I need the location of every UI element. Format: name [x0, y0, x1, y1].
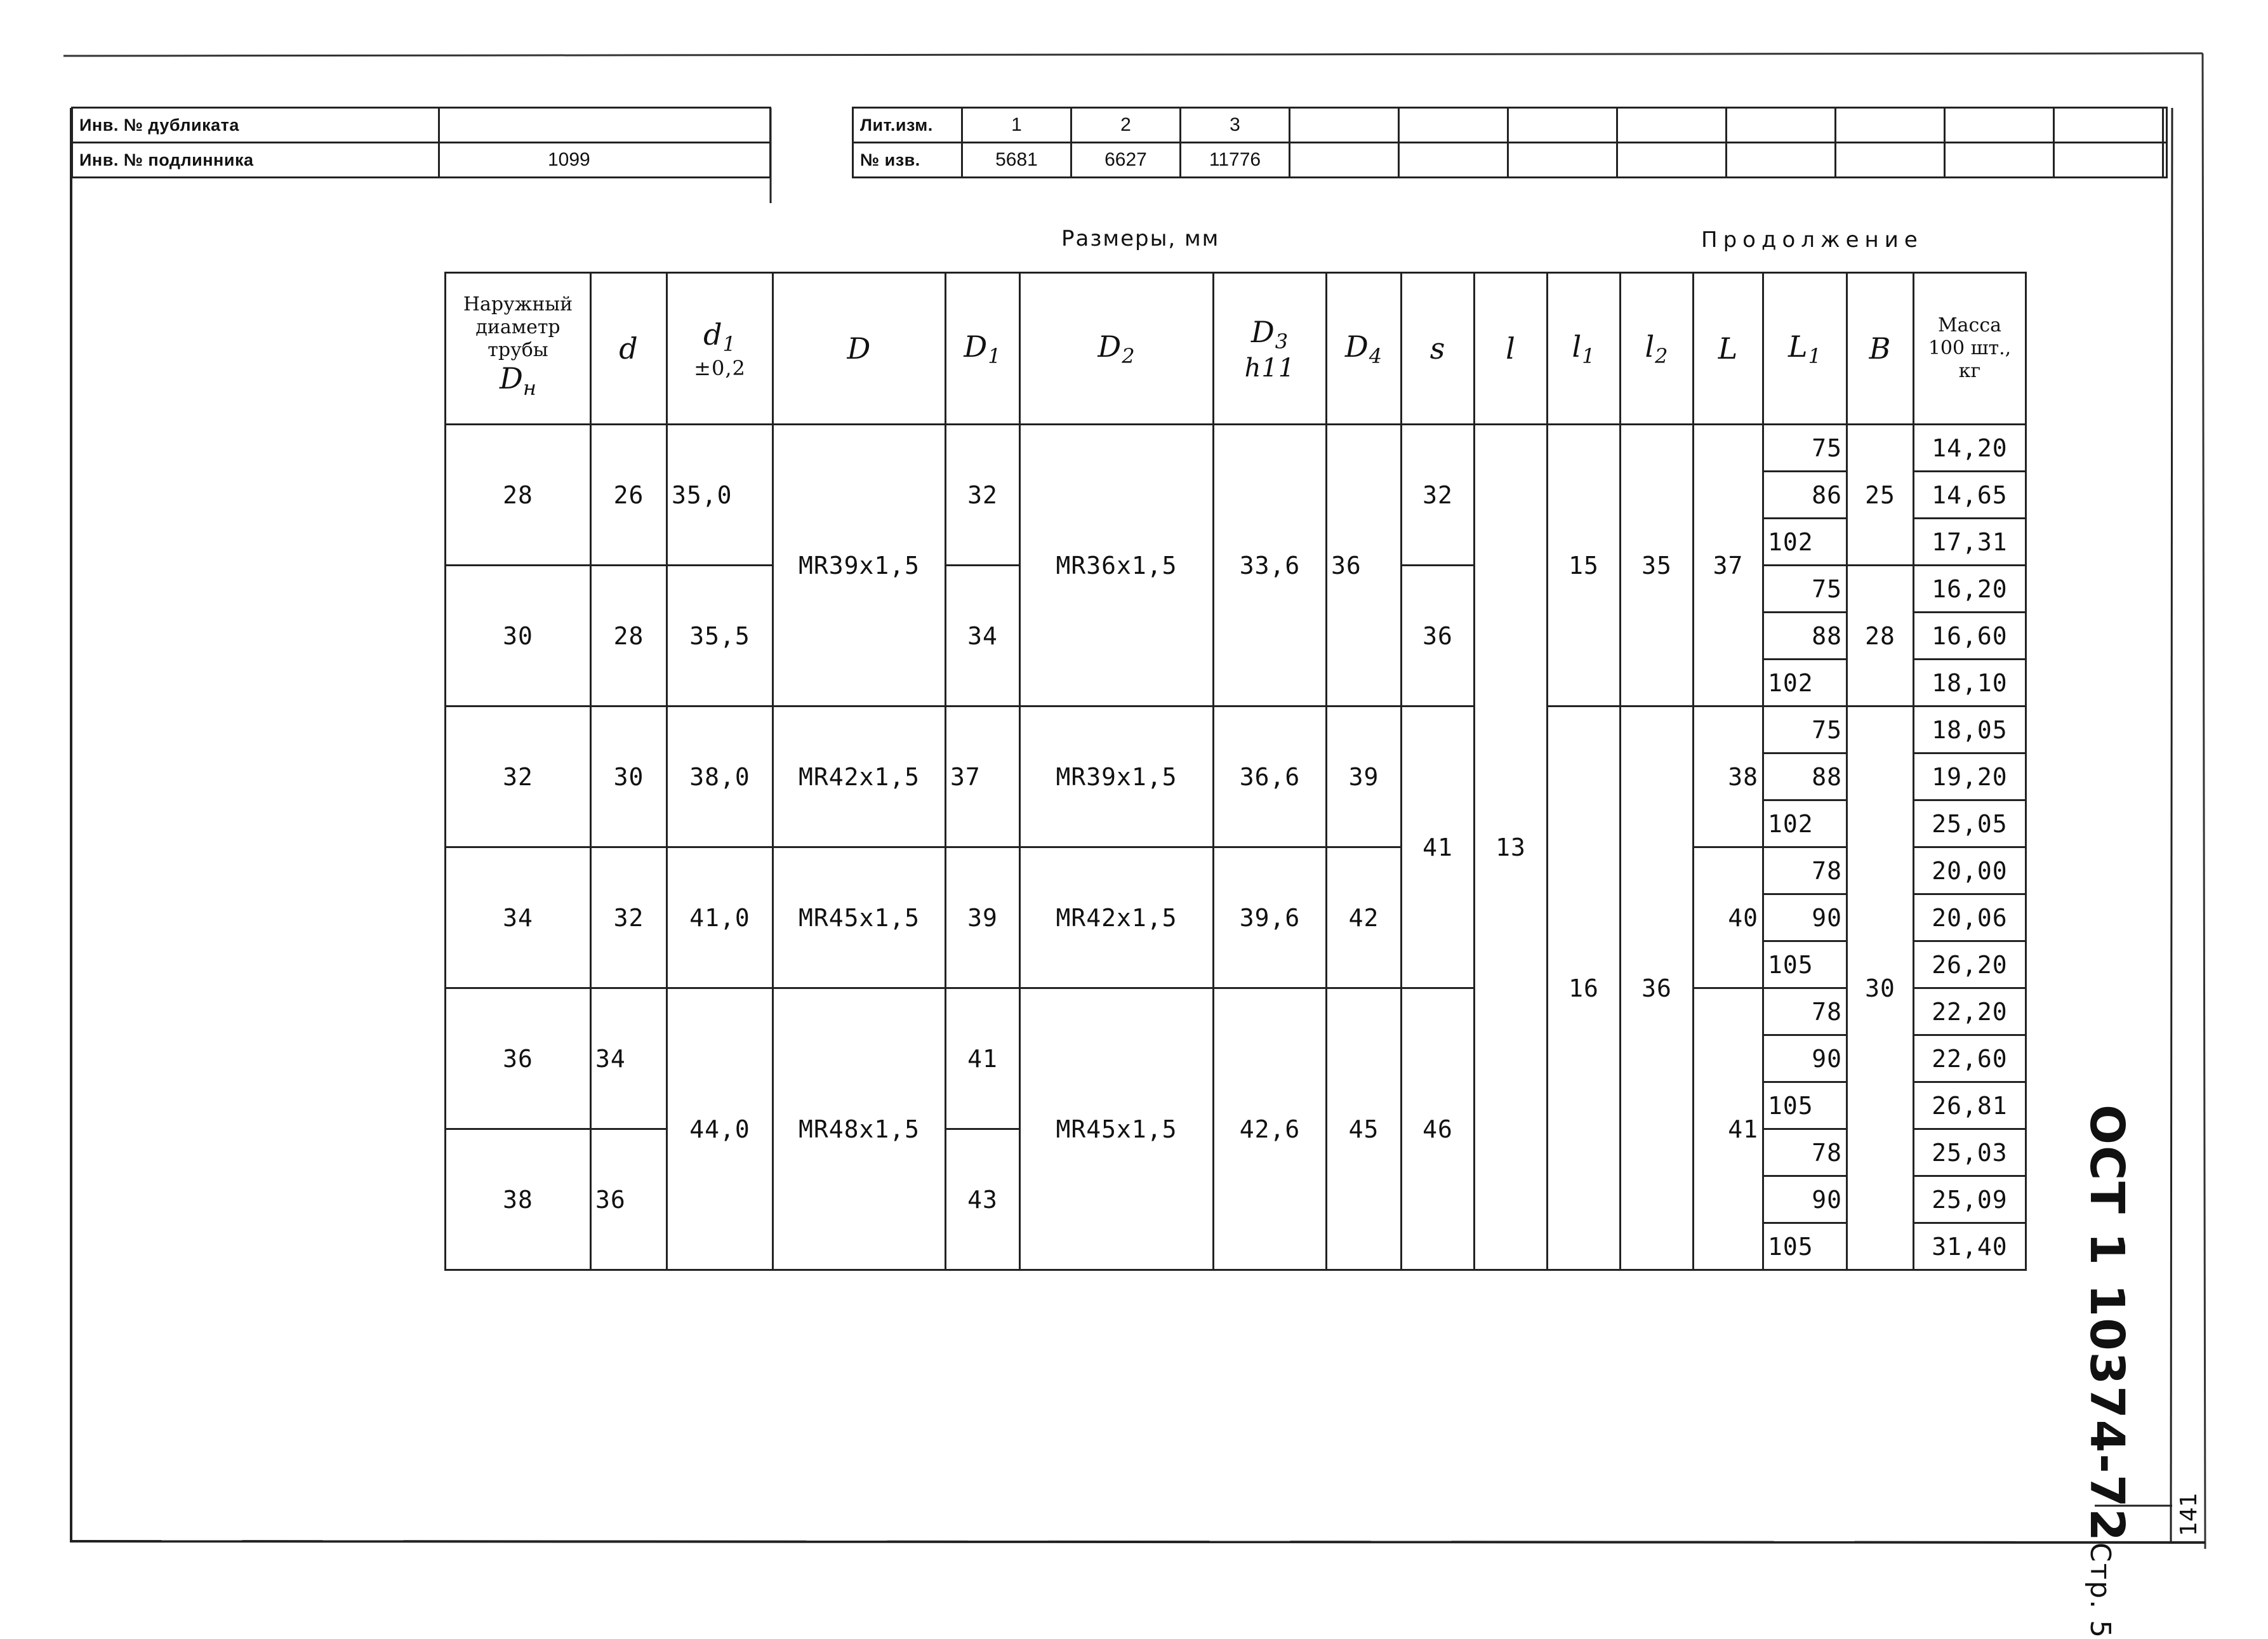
- cell-D1: 32: [946, 425, 1020, 566]
- stamp-cell: [1836, 143, 1945, 178]
- header-l: l: [1475, 273, 1548, 425]
- cell-mass: 20,06: [1914, 894, 2026, 941]
- cell-D1: 43: [946, 1129, 1020, 1270]
- cell-B: 25: [1847, 425, 1914, 566]
- cell-L1: 78: [1763, 847, 1847, 894]
- lit-izm-label: Лит.изм.: [853, 108, 962, 143]
- cell-l1: 16: [1548, 707, 1621, 1270]
- cell-L: 41: [1694, 988, 1763, 1270]
- header-L1-sub: 1: [1808, 343, 1822, 368]
- header-D3-tolerance: h11: [1244, 353, 1296, 383]
- stamp-cell: [1945, 108, 2054, 143]
- header-row: [446, 273, 2026, 425]
- cell-mass: 14,20: [1914, 425, 2026, 472]
- revision-stamp: [852, 107, 2168, 178]
- stamp-cell: [1617, 108, 1727, 143]
- cell-L1: 78: [1763, 988, 1847, 1035]
- cell-mass: 18,10: [1914, 660, 2026, 707]
- cell-D: MR42x1,5: [773, 707, 946, 847]
- cell-L1: 75: [1763, 707, 1847, 753]
- header-l1-symbol: l: [1572, 329, 1582, 364]
- header-D4-symbol: D: [1344, 329, 1369, 364]
- cell-D4: 45: [1327, 988, 1402, 1270]
- header-D1-symbol: D: [964, 329, 988, 364]
- header-D4: [1327, 273, 1402, 425]
- cell-mass: 16,20: [1914, 566, 2026, 613]
- header-L1-symbol: L: [1788, 329, 1808, 364]
- cell-d: 32: [591, 847, 667, 988]
- cell-L1: 105: [1763, 941, 1847, 988]
- cell-dn: 34: [446, 847, 591, 988]
- cell-D1: 37: [946, 707, 1020, 847]
- table-row: [446, 425, 2026, 472]
- cell-D3: 39,6: [1214, 847, 1327, 988]
- cell-s: 46: [1402, 988, 1475, 1270]
- cell-dn: 36: [446, 988, 591, 1129]
- header-D2: [1020, 273, 1214, 425]
- continuation-label: Продолжение: [1701, 227, 1923, 253]
- cell-L: 37: [1694, 425, 1763, 707]
- cell-D4: 42: [1327, 847, 1402, 988]
- cell-s: 32: [1402, 425, 1475, 566]
- header-D3-sub: 3: [1275, 329, 1289, 354]
- cell-D3: 33,6: [1214, 425, 1327, 707]
- duplicate-inv-label: Инв. № дубликата: [72, 108, 439, 143]
- document-code: [2079, 1105, 2134, 1639]
- cell-mass: 17,31: [1914, 519, 2026, 566]
- cell-L1: 105: [1763, 1223, 1847, 1270]
- cell-mass: 22,20: [1914, 988, 2026, 1035]
- cell-L1: 102: [1763, 519, 1847, 566]
- header-D4-sub: 4: [1369, 343, 1383, 368]
- original-inv-label: Инв. № подлинника: [72, 143, 439, 178]
- stamp-cell: [1399, 143, 1508, 178]
- cell-l: 13: [1475, 425, 1548, 1270]
- cell-L1: 86: [1763, 472, 1847, 519]
- cell-d: 28: [591, 566, 667, 707]
- cell-L1: 90: [1763, 1176, 1847, 1223]
- izv-label: № изв.: [853, 143, 962, 178]
- table-row: [446, 707, 2026, 753]
- cell-D2: MR39x1,5: [1020, 707, 1214, 847]
- cell-d: 30: [591, 707, 667, 847]
- cell-s: 36: [1402, 566, 1475, 707]
- lit-izm-2: 2: [1071, 108, 1181, 143]
- header-dn-symbol: D: [500, 361, 523, 395]
- table-row: [446, 847, 2026, 894]
- izv-2: 6627: [1071, 143, 1181, 178]
- cell-L1: 105: [1763, 1082, 1847, 1129]
- cell-d1: 38,0: [667, 707, 773, 847]
- original-inv-value: 1099: [439, 143, 771, 178]
- cell-mass: 26,20: [1914, 941, 2026, 988]
- cell-mass: 20,00: [1914, 847, 2026, 894]
- cell-D2: MR45x1,5: [1020, 988, 1214, 1270]
- cell-D1: 39: [946, 847, 1020, 988]
- header-l1: [1548, 273, 1621, 425]
- stamp-cell: [2054, 108, 2163, 143]
- header-mass-line1: Масса: [1937, 314, 2002, 336]
- stamp-cell: [2054, 143, 2163, 178]
- header-l2: [1621, 273, 1694, 425]
- cell-d: 26: [591, 425, 667, 566]
- cell-s: 41: [1402, 707, 1475, 988]
- cell-D3: 36,6: [1214, 707, 1327, 847]
- cell-D: MR39x1,5: [773, 425, 946, 707]
- cell-mass: 19,20: [1914, 753, 2026, 800]
- cell-L1: 102: [1763, 660, 1847, 707]
- stamp-cell: [1945, 143, 2054, 178]
- header-d1: [667, 273, 773, 425]
- cell-l1: 15: [1548, 425, 1621, 707]
- cell-l2: 36: [1621, 707, 1694, 1270]
- cell-L1: 88: [1763, 753, 1847, 800]
- cell-L1: 75: [1763, 566, 1847, 613]
- stamp-cell: [2163, 108, 2167, 143]
- stamp-cell: [1727, 108, 1836, 143]
- header-l2-symbol: l: [1645, 329, 1655, 364]
- table-row: [446, 988, 2026, 1035]
- cell-D2: MR36x1,5: [1020, 425, 1214, 707]
- header-l1-sub: 1: [1582, 343, 1596, 368]
- cell-D1: 34: [946, 566, 1020, 707]
- cell-D2: MR42x1,5: [1020, 847, 1214, 988]
- cell-dn: 28: [446, 425, 591, 566]
- header-outer-diameter: [446, 273, 591, 425]
- header-D: D: [773, 273, 946, 425]
- stamp-cell: [1399, 108, 1508, 143]
- dimensions-table: [444, 272, 2027, 1271]
- cell-mass: 26,81: [1914, 1082, 2026, 1129]
- cell-L1: 75: [1763, 425, 1847, 472]
- inventory-stamp: [71, 107, 771, 178]
- stamp-cell: [1727, 143, 1836, 178]
- stamp-cell: [1290, 108, 1399, 143]
- header-d1-symbol: d: [703, 317, 723, 352]
- header-dn-line3: трубы: [487, 338, 548, 361]
- header-d1-sub: 1: [722, 331, 736, 356]
- header-l2-sub: 2: [1655, 343, 1669, 368]
- cell-D4: 39: [1327, 707, 1402, 847]
- stamp-cell: [1290, 143, 1399, 178]
- cell-d1: 35,5: [667, 566, 773, 707]
- lit-izm-3: 3: [1181, 108, 1290, 143]
- cell-L: 40: [1694, 847, 1763, 988]
- header-d: d: [591, 273, 667, 425]
- cell-l2: 35: [1621, 425, 1694, 707]
- duplicate-inv-value: [439, 108, 771, 143]
- cell-dn: 38: [446, 1129, 591, 1270]
- cell-mass: 25,05: [1914, 800, 2026, 847]
- cell-L: 38: [1694, 707, 1763, 847]
- cell-mass: 25,09: [1914, 1176, 2026, 1223]
- page-label: Стр. 5: [2084, 1542, 2116, 1639]
- header-dn-sub: н: [522, 375, 536, 400]
- sheet-number: 141: [2176, 1492, 2202, 1536]
- stamp-cell: [1836, 108, 1945, 143]
- cell-D: MR45x1,5: [773, 847, 946, 988]
- header-s: s: [1402, 273, 1475, 425]
- cell-d: 34: [591, 988, 667, 1129]
- cell-d1: 41,0: [667, 847, 773, 988]
- header-dn-line2: диаметр: [475, 315, 560, 338]
- header-D1-sub: 1: [988, 343, 1002, 368]
- cell-D1: 41: [946, 988, 1020, 1129]
- header-D3: [1214, 273, 1327, 425]
- header-D1: [946, 273, 1020, 425]
- cell-d1: 44,0: [667, 988, 773, 1270]
- cell-D3: 42,6: [1214, 988, 1327, 1270]
- cell-L1: 78: [1763, 1129, 1847, 1176]
- cell-mass: 31,40: [1914, 1223, 2026, 1270]
- header-D2-symbol: D: [1098, 329, 1122, 364]
- cell-D: MR48x1,5: [773, 988, 946, 1270]
- document-code-text: ОСТ 1 10374-72: [2079, 1105, 2134, 1543]
- cell-D4: 36: [1327, 425, 1402, 707]
- header-D2-sub: 2: [1122, 343, 1136, 368]
- izv-3: 11776: [1181, 143, 1290, 178]
- stamp-cell: [1508, 108, 1617, 143]
- cell-d: 36: [591, 1129, 667, 1270]
- header-D3-symbol: D: [1250, 314, 1275, 349]
- header-L: L: [1694, 273, 1763, 425]
- cell-mass: 25,03: [1914, 1129, 2026, 1176]
- cell-L1: 90: [1763, 1035, 1847, 1082]
- header-mass-line2: 100 шт.,: [1928, 337, 2012, 359]
- cell-B: 30: [1847, 707, 1914, 1270]
- header-d1-tolerance: ±0,2: [694, 355, 746, 380]
- lit-izm-1: 1: [962, 108, 1071, 143]
- table-title: Размеры, мм: [1061, 226, 1220, 251]
- cell-dn: 30: [446, 566, 591, 707]
- header-B: B: [1847, 273, 1914, 425]
- cell-L1: 90: [1763, 894, 1847, 941]
- cell-L1: 88: [1763, 613, 1847, 660]
- cell-dn: 32: [446, 707, 591, 847]
- cell-d1: 35,0: [667, 425, 773, 566]
- cell-B: 28: [1847, 566, 1914, 707]
- stamp-cell: [1617, 143, 1727, 178]
- stamp-cell: [1508, 143, 1617, 178]
- stamp-cell: [2163, 143, 2167, 178]
- cell-mass: 22,60: [1914, 1035, 2026, 1082]
- header-L1: [1763, 273, 1847, 425]
- header-mass: [1914, 273, 2026, 425]
- header-mass-line3: кг: [1958, 360, 1981, 382]
- cell-mass: 14,65: [1914, 472, 2026, 519]
- header-dn-line1: Наружный: [463, 293, 573, 315]
- cell-mass: 16,60: [1914, 613, 2026, 660]
- cell-mass: 18,05: [1914, 707, 2026, 753]
- cell-L1: 102: [1763, 800, 1847, 847]
- izv-1: 5681: [962, 143, 1071, 178]
